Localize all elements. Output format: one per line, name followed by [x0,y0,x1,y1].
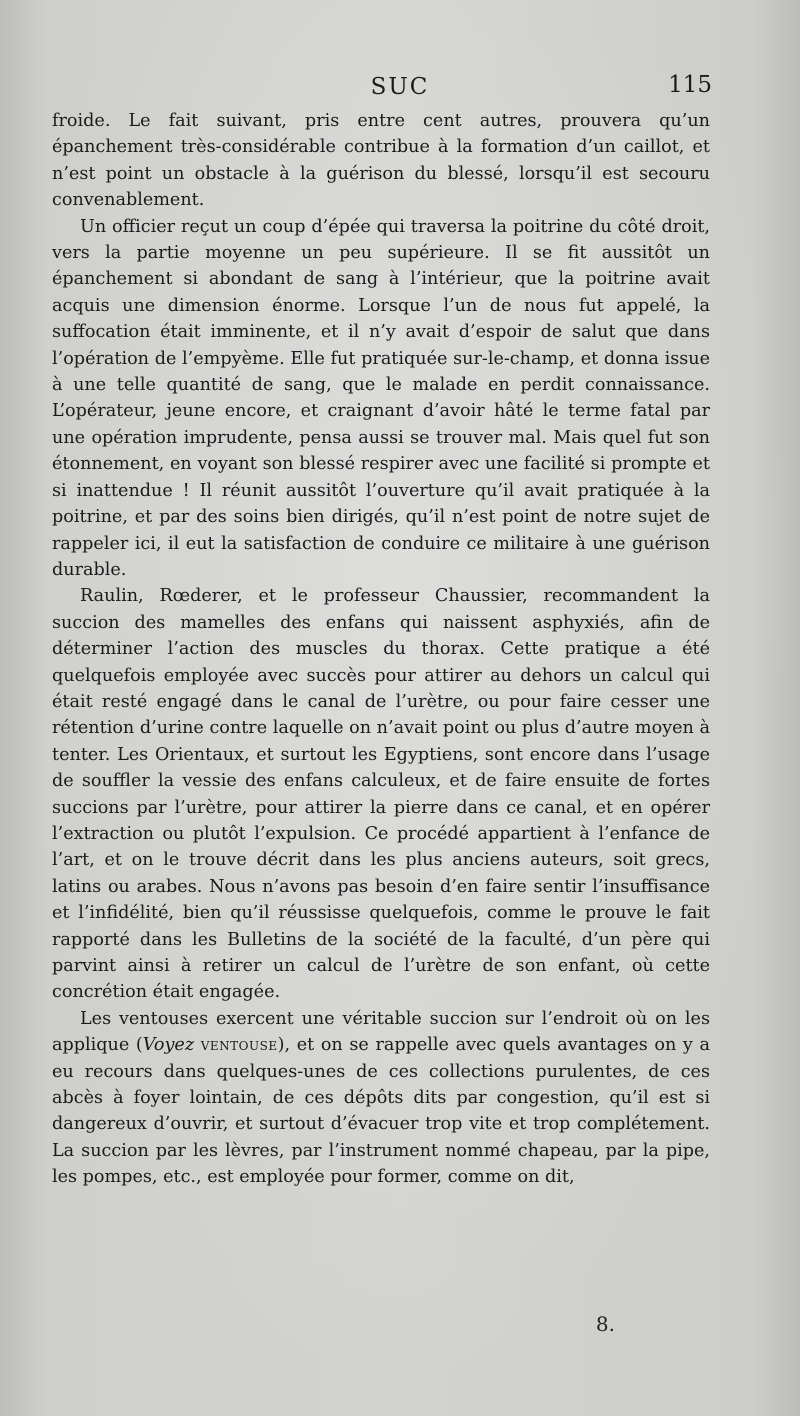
paragraph-1: froide. Le fait suivant, pris entre cent autres, prouvera qu’un épanchement très-considérable contribue à la formation d’un caillot, et n’est point un obstacle à la guérison du blessé, lorsqu’il est secouru convenablement. [52,111,710,211]
signature-mark: 8. [595,1312,615,1336]
paragraph-2: Un officier reçut un coup d’épée qui traversa la poitrine du côté droit, vers la partie moyenne un peu supérieure. Il se fit aussitôt un épanchement si abondant de sang à l’intérieur, que la poitrine avait acquis une dimension énorme. Lorsque l’un de nous fut appelé, la suffocation était imminente, et il n’y avait d’espoir de salut que dans l’opération de l’empyème. Elle fut pratiquée sur-le-champ, et donna issue à une telle quantité de sang, que le malade en perdit connaissance. L’opérateur, jeune encore, et craignant d’avoir hâté le terme fatal par une opération imprudente, pensa aussi se trouver mal. Mais quel fut son étonnement, en voyant son blessé respirer avec une facilité si prompte et si inattendue ! Il réunit aussitôt l’ouverture qu’il avait pratiquée à la poitrine, et par des soins bien dirigés, qu’il n’est point de notre sujet de rappeler ici, il eut la satisfaction de conduire ce militaire à une guérison durable. [52,216,710,580]
body-text [52,108,710,1191]
paragraph-4-voyez: Voyez [142,1035,195,1056]
page-number: 115 [668,72,712,98]
paragraph-4 [52,1006,710,1191]
page-header [0,70,800,110]
paragraph-4-text-a: Les ventouses exercent une véritable succion sur l’endroit où on les applique ( [52,1008,710,1056]
paragraph-3: Raulin, Rœderer, et le professeur Chaussier, recommandent la succion des mamelles des enfans qui naissent asphyxiés, afin de déterminer l’action des muscles du thorax. Cette pratique a été quelquefois employée avec succès pour attirer au dehors un calcul qui était resté engagé dans le canal de l’urètre, ou pour faire cesser une rétention d’urine contre laquelle on n’avait point ou plus d’autre moyen à tenter. Les Orientaux, et surtout les Egyptiens, sont encore dans l’usage de souffler la vessie des enfans calculeux, et de faire ensuite de fortes succions par l’urètre, pour attirer la pierre dans ce canal, et en opérer l’extraction ou plutôt l’expulsion. Ce procédé appartient à l’enfance de l’art, et on le trouve décrit dans les plus anciens auteurs, soit grecs, latins ou arabes. Nous n’avons pas besoin d’en faire sentir l’insuffisance et l’infidélité, bien qu’il réussisse quelquefois, comme le prouve le fait rapporté dans les Bulletins de la société de la faculté, d’un père qui parvint ainsi à retirer un calcul de l’urètre de son enfant, où cette concrétion était engagée. [52,586,710,1003]
paragraph-4-text-b: ), et on se rappelle avec quels avantages on y a eu recours dans quelques-unes de ces collections purulentes, de ces abcès à foyer lointain, de ces dépôts dits par congestion, qu’il est si dangereux d’ouvrir, et surtout d’évacuer trop vite et trop complétement. La succion par les lèvres, par l’instrument nommé chapeau, par la pipe, les pompes, etc., est employée pour former, comme on dit, [52,1035,711,1188]
running-head: SUC [370,74,430,100]
paragraph-4-crossref: ventouse [200,1035,278,1056]
